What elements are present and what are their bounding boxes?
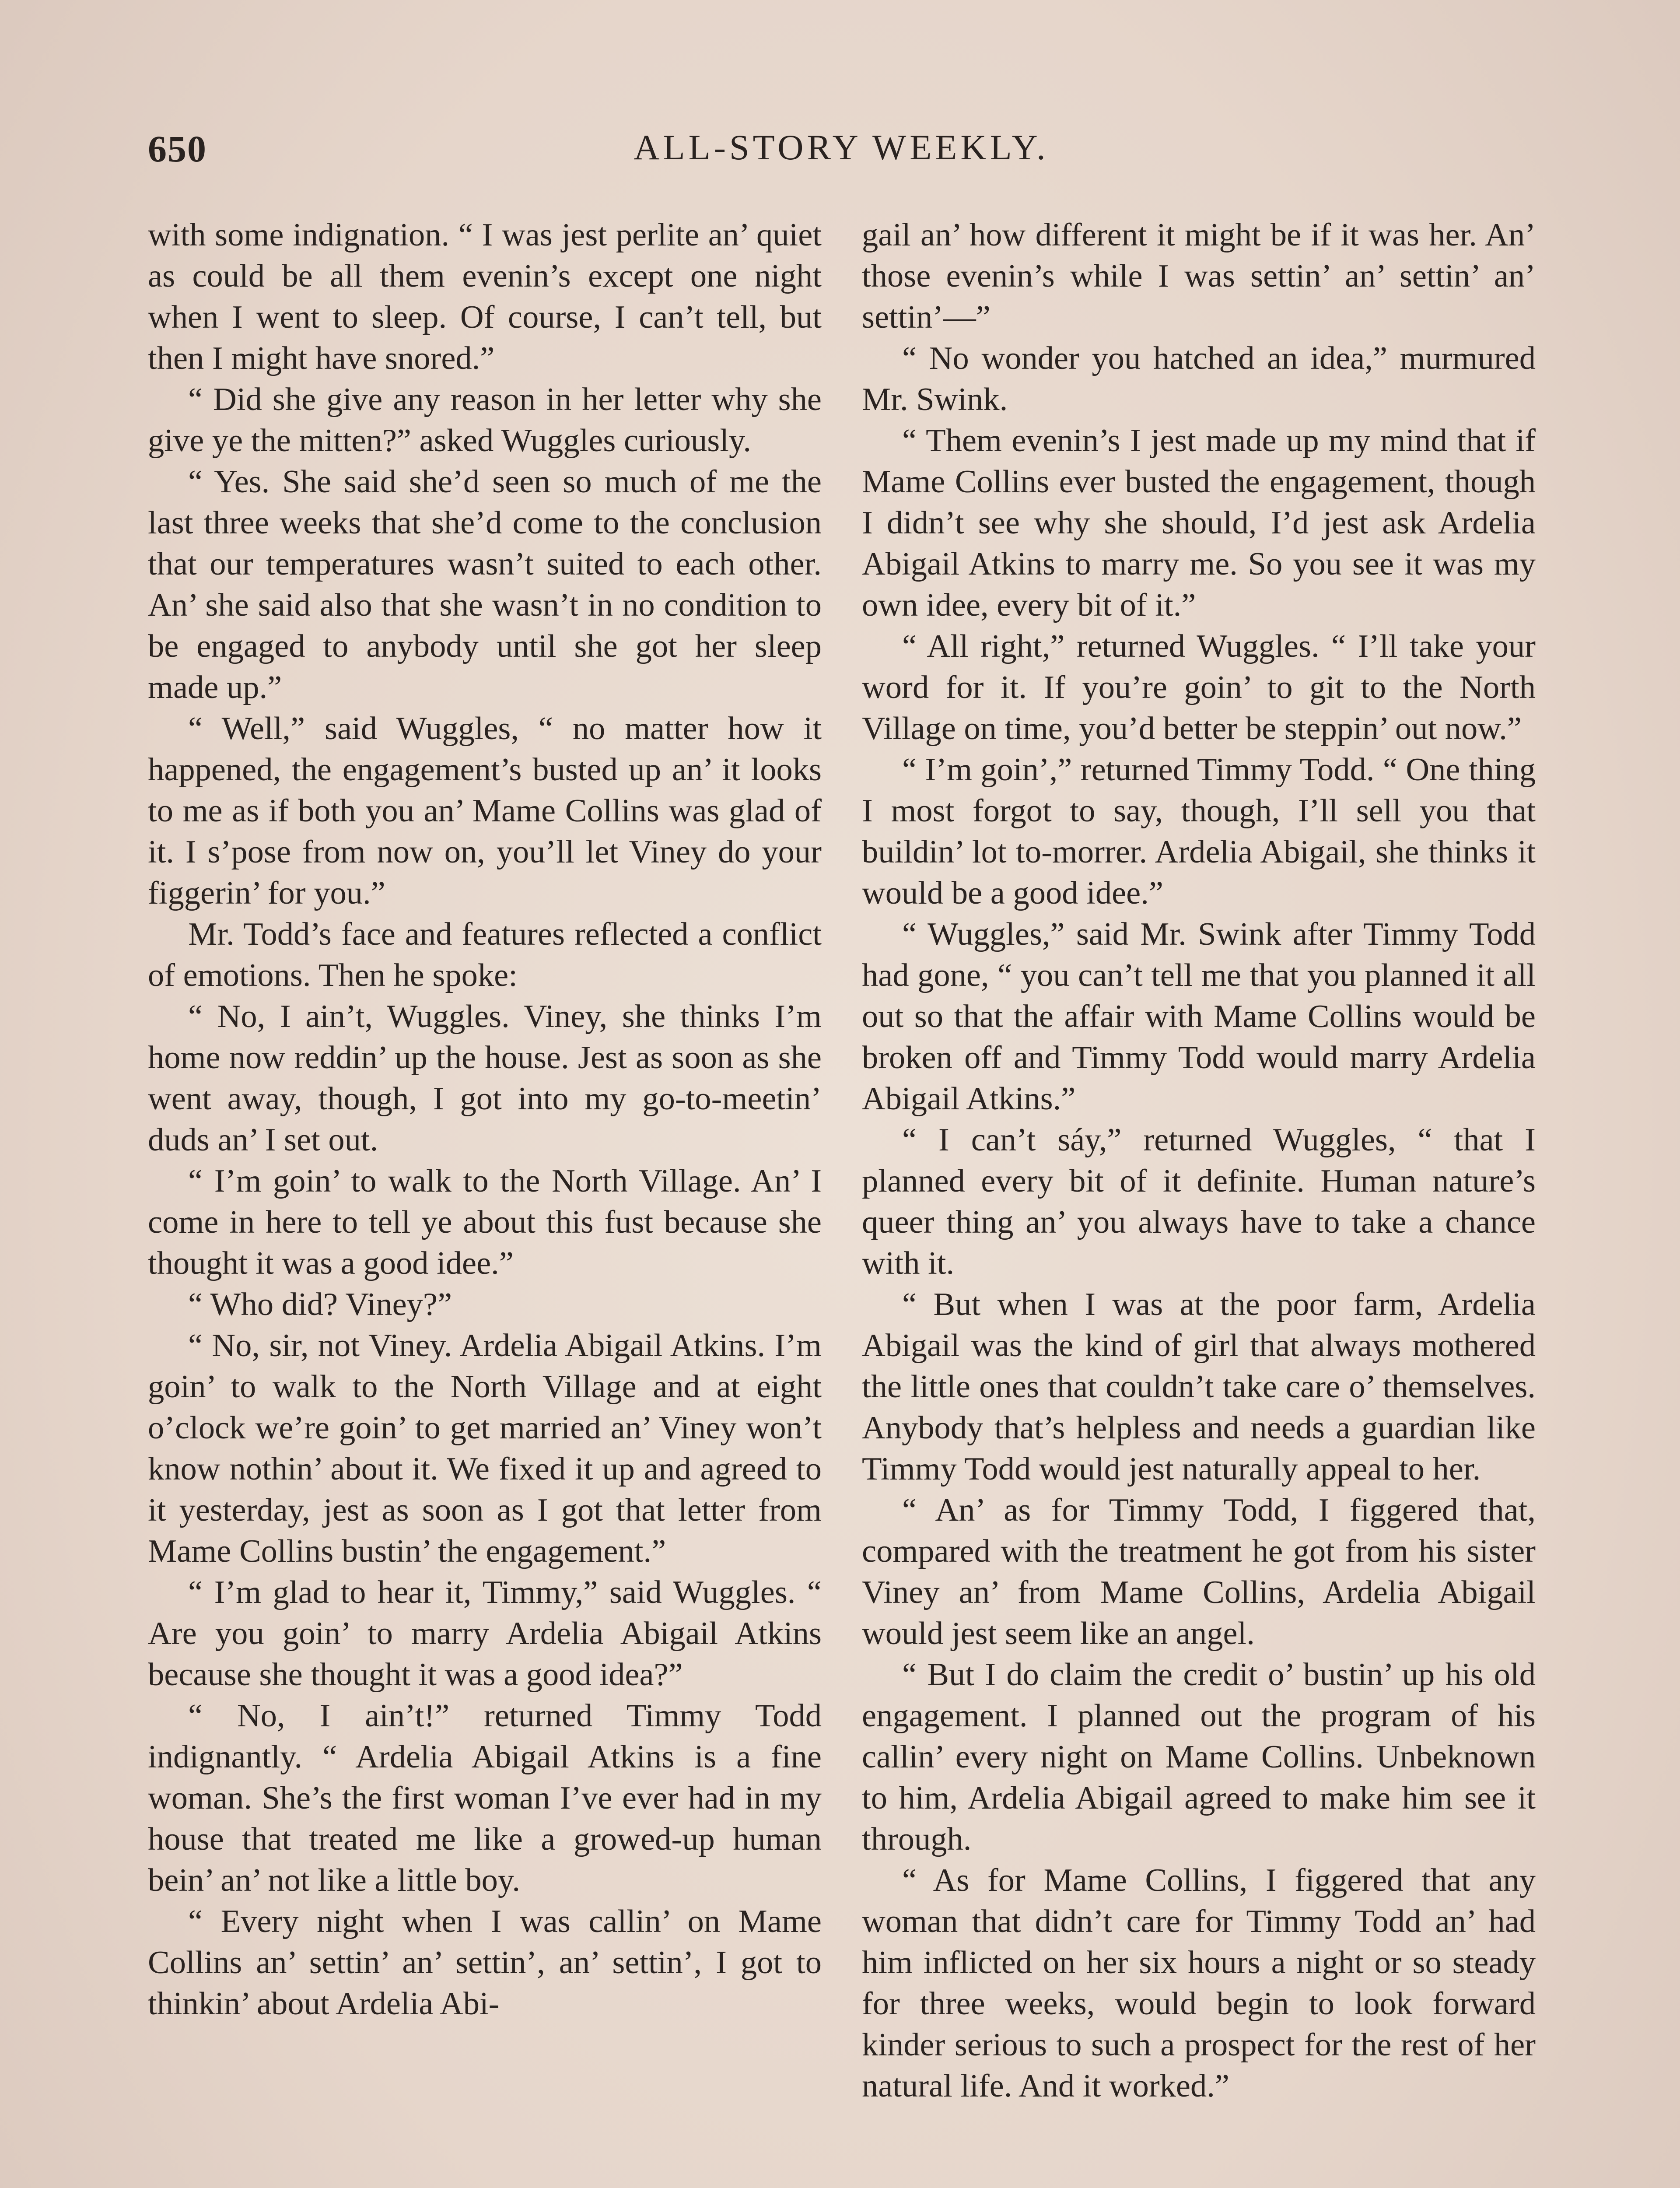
paragraph: “ No, I ain’t, Wuggles. Viney, she thinks I’m home now reddin’ up the house. Jest as soon as she went away, though, I got into my go-to-meetin’ duds an’ I set out. [148,999,822,1158]
paragraph: “ All right,” returned Wuggles. “ I’ll take your word for it. If you’re goin’ to git to the North Village on time, you’d better be steppin’ out now.” [862,628,1536,747]
paragraph: “ Them evenin’s I jest made up my mind that if Mame Collins ever busted the engagement, though I didn’t see why she should, I’d jest ask Ardelia Abigail Atkins to marry me. So you see it was my own idee, every bit of it.” [862,423,1536,623]
page-number: 650 [148,128,207,170]
paragraph: with some indignation. “ I was jest perlite an’ quiet as could be all them evenin’s except one night when I went to sleep. Of course, I can’t tell, but then I might have snored.” [148,217,822,376]
paragraph: “ No wonder you hatched an idea,” murmured Mr. Swink. [862,340,1536,417]
paragraph: “ I’m glad to hear it, Timmy,” said Wuggles. “ Are you goin’ to marry Ardelia Abigail Atkins because she thought it was a good idea?” [148,1574,822,1693]
paragraph: “ I’m goin’ to walk to the North Village. An’ I come in here to tell ye about this fust because she thought it was a good idee.” [148,1163,822,1281]
paragraph: “ I can’t sáy,” returned Wuggles, “ that I planned every bit of it definite. Human nature’s queer thing an’ you always have to take a chance with it. [862,1122,1536,1281]
paragraph: “ An’ as for Timmy Todd, I figgered that, compared with the treatment he got from his sister Viney an’ from Mame Collins, Ardelia Abigail would jest seem like an angel. [862,1492,1536,1652]
paragraph: “ Well,” said Wuggles, “ no matter how it happened, the engagement’s busted up an’ it looks to me as if both you an’ Mame Collins was glad of it. I s’pose from now on, you’ll let Viney do your figgerin’ for you.” [148,711,822,911]
paragraph: “ No, I ain’t!” returned Timmy Todd indignantly. “ Ardelia Abigail Atkins is a fine woman. She’s the first woman I’ve ever had in my house that treated me like a growed-up human bein’ an’ not like a little boy. [148,1698,822,1898]
left-column [148,214,822,2024]
page-header [148,127,1535,179]
paragraph: “ As for Mame Collins, I figgered that any woman that didn’t care for Timmy Todd an’ had him inflicted on her six hours a night or so steady for three weeks, would begin to look forward kinder serious to such a prospect for the rest of her natural life. And it worked.” [862,1862,1536,2104]
paragraph: “ Did she give any reason in her letter why she give ye the mitten?” asked Wuggles curiously. [148,382,822,459]
paragraph: “ Yes. She said she’d seen so much of me the last three weeks that she’d come to the conclusion that our temperatures wasn’t suited to each other. An’ she said also that she wasn’t in no condition to be engaged to anybody until she got her sleep made up.” [148,464,822,705]
paragraph: “ No, sir, not Viney. Ardelia Abigail Atkins. I’m goin’ to walk to the North Village and at eight o’clock we’re goin’ to get married an’ Viney won’t know nothin’ about it. We fixed it up and agreed to it yesterday, jest as soon as I got that letter from Mame Collins bustin’ the engagement.” [148,1328,822,1569]
paragraph: Mr. Todd’s face and features reflected a conflict of emotions. Then he spoke: [148,916,822,993]
paragraph: gail an’ how different it might be if it was her. An’ those evenin’s while I was settin’ an’ settin’ an’ settin’—” [862,217,1536,335]
magazine-title: ALL-STORY WEEKLY. [634,127,1049,167]
paragraph: “ I’m goin’,” returned Timmy Todd. “ One thing I most forgot to say, though, I’ll sell you that buildin’ lot to-morrer. Ardelia Abigail, she thinks it would be a good idee.” [862,752,1536,911]
paragraph: “ But when I was at the poor farm, Ardelia Abigail was the kind of girl that always mothered the little ones that couldn’t take care o’ themselves. Anybody that’s helpless and needs a guardian like Timmy Todd would jest naturally appeal to her. [862,1287,1536,1487]
paragraph: “ Wuggles,” said Mr. Swink after Timmy Todd had gone, “ you can’t tell me that you planned it all out so that the affair with Mame Collins would be broken off and Timmy Todd would marry Ardelia Abigail Atkins.” [862,916,1536,1117]
paragraph: “ Who did? Viney?” [188,1287,452,1322]
right-column [862,214,1536,2107]
paragraph: “ But I do claim the credit o’ bustin’ up his old engagement. I planned out the program of his callin’ every night on Mame Collins. Unbeknown to him, Ardelia Abigail agreed to make him see it through. [862,1657,1536,1857]
paragraph: “ Every night when I was callin’ on Mame Collins an’ settin’ an’ settin’, an’ settin’, I got to thinkin’ about Ardelia Abi- [148,1904,822,2022]
